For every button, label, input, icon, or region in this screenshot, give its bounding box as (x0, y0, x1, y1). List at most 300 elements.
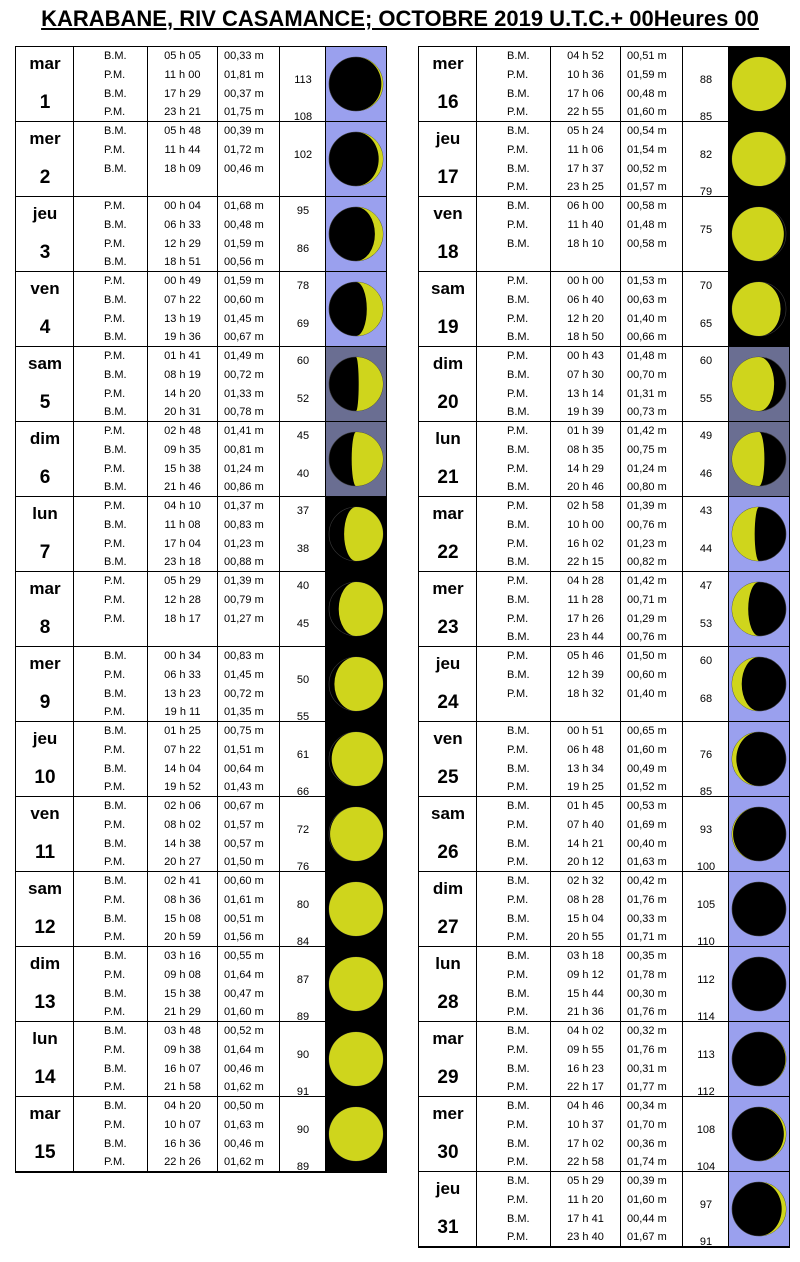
coefficient-cell (683, 722, 729, 799)
day-name-cell (419, 497, 477, 571)
moon-phase-cell (326, 197, 386, 271)
tide-height: 01,45 m (224, 312, 264, 325)
day-name-cell (419, 872, 477, 946)
tide-type: P.M. (507, 856, 529, 869)
tide-time: 21 h 29 (164, 1006, 201, 1019)
tide-height: 01,24 m (627, 462, 667, 475)
day-row (419, 872, 789, 947)
tide-time: 12 h 39 (567, 668, 604, 681)
tide-time: 10 h 36 (567, 68, 604, 81)
tide-coefficient: 85 (699, 786, 713, 799)
moon-phase-cell (326, 272, 386, 346)
tide-time: 06 h 33 (164, 218, 201, 231)
tide-type: P.M. (104, 743, 126, 756)
weekday-label: jeu (32, 729, 58, 748)
tide-type-cell (74, 497, 148, 571)
moon-lit-part (344, 507, 383, 561)
tide-height: 01,33 m (224, 387, 264, 400)
moon-phase-icon (729, 122, 789, 196)
tide-time: 08 h 36 (164, 893, 201, 906)
tide-coefficient: 40 (296, 467, 310, 480)
tide-coefficient: 104 (696, 1161, 716, 1174)
tide-height: 00,37 m (224, 87, 264, 100)
tide-type: B.M. (104, 762, 127, 775)
tide-type: P.M. (104, 312, 126, 325)
tide-time: 08 h 02 (164, 818, 201, 831)
tide-coefficient: 68 (699, 692, 713, 705)
moon-phase-cell (729, 1172, 789, 1246)
tide-height: 00,71 m (627, 593, 667, 606)
tide-type-cell (74, 872, 148, 946)
weekday-label: mer (29, 129, 61, 148)
day-row (16, 572, 386, 647)
tide-height: 01,57 m (627, 181, 667, 194)
coefficient-cell (683, 647, 729, 721)
moon-phase-icon (326, 1097, 386, 1171)
weekday-label: lun (32, 504, 58, 523)
tide-type-cell (477, 497, 551, 571)
tide-height: 01,49 m (224, 350, 264, 362)
moon-phase-icon (326, 497, 386, 571)
tide-time-cell (148, 947, 218, 1021)
moon-phase-icon (729, 1172, 789, 1246)
tide-height: 01,40 m (627, 312, 667, 325)
tide-height-cell (218, 422, 280, 496)
tide-type: P.M. (104, 1043, 126, 1056)
moon-phase-cell (729, 647, 789, 721)
tide-height: 01,48 m (627, 350, 667, 362)
moon-phase-icon (729, 572, 789, 646)
tide-type: P.M. (507, 218, 529, 231)
day-name-cell (419, 197, 477, 271)
tide-height: 00,51 m (627, 50, 667, 62)
tide-time: 09 h 12 (567, 968, 604, 981)
weekday-label: dim (29, 429, 61, 448)
tide-type: P.M. (104, 275, 126, 287)
tide-type: P.M. (104, 893, 126, 906)
moon-phase-cell (729, 1097, 789, 1171)
day-number: 6 (39, 467, 51, 488)
tide-height: 00,72 m (224, 368, 264, 381)
day-number: 8 (39, 617, 51, 638)
day-number: 14 (34, 1067, 56, 1088)
tide-type-cell (477, 347, 551, 421)
tide-type: B.M. (104, 406, 127, 419)
day-number: 22 (437, 542, 459, 563)
tide-height: 01,63 m (224, 1118, 264, 1131)
tide-height: 01,60 m (224, 1006, 264, 1019)
tide-coefficient: 97 (699, 1198, 713, 1211)
tide-height: 01,77 m (627, 1081, 667, 1094)
weekday-label: dim (29, 954, 61, 973)
tide-coefficient: 49 (699, 430, 713, 442)
tide-height: 00,48 m (627, 87, 667, 100)
tide-coefficient: 95 (296, 205, 310, 217)
tide-time: 15 h 04 (567, 912, 604, 925)
tide-type-cell (74, 947, 148, 1021)
coefficient-cell (683, 122, 729, 199)
tide-type: P.M. (507, 968, 529, 981)
weekday-label: mar (432, 504, 464, 523)
tide-height: 00,67 m (224, 331, 264, 344)
tide-height-cell (218, 347, 280, 421)
tide-coefficient: 88 (699, 73, 713, 86)
tide-type: P.M. (104, 856, 126, 869)
tide-height-cell (218, 947, 280, 1021)
weekday-label: mar (432, 1029, 464, 1048)
tide-height-cell (621, 272, 683, 346)
tide-time: 09 h 55 (567, 1043, 604, 1056)
tide-type-cell (477, 47, 551, 121)
tide-time: 11 h 40 (567, 218, 604, 231)
tide-height: 00,32 m (627, 1025, 667, 1037)
tide-time: 21 h 36 (567, 1006, 604, 1019)
tide-height: 01,52 m (627, 781, 667, 794)
tide-height: 00,51 m (224, 912, 264, 925)
tide-type: P.M. (104, 1006, 126, 1019)
day-name-cell (16, 347, 74, 421)
tide-height-cell (621, 122, 683, 196)
moon-phase-cell (326, 872, 386, 946)
tide-coefficient: 108 (293, 111, 313, 124)
tide-height: 01,51 m (224, 743, 264, 756)
tide-height: 01,43 m (224, 781, 264, 794)
moon-phase-icon (729, 197, 789, 271)
tide-time: 07 h 22 (164, 293, 201, 306)
day-number: 26 (437, 842, 459, 863)
tide-time: 01 h 39 (567, 425, 604, 437)
moon-disc (732, 882, 786, 936)
tide-time: 12 h 20 (567, 312, 604, 325)
tide-type: B.M. (507, 1212, 530, 1225)
tide-height: 00,56 m (224, 256, 264, 269)
moon-phase-cell (729, 872, 789, 946)
day-row (419, 947, 789, 1022)
tide-time: 07 h 40 (567, 818, 604, 831)
tide-type: B.M. (104, 87, 127, 100)
tide-time: 04 h 52 (567, 50, 604, 62)
tide-height: 00,39 m (224, 125, 264, 137)
tide-time: 01 h 45 (567, 800, 604, 812)
day-row (419, 1022, 789, 1097)
weekday-label: ven (433, 204, 463, 223)
tide-height: 00,46 m (224, 1137, 264, 1150)
moon-lit-part (352, 432, 383, 486)
moon-phase-icon (326, 797, 386, 871)
coefficient-cell (683, 572, 729, 646)
weekday-label: ven (30, 279, 60, 298)
tide-type: P.M. (507, 1043, 529, 1056)
coefficient-cell (280, 122, 326, 196)
tide-height: 01,27 m (224, 612, 264, 625)
tide-height: 00,79 m (224, 593, 264, 606)
day-row (16, 347, 386, 422)
tide-type-cell (74, 197, 148, 271)
day-number: 13 (34, 992, 56, 1013)
tide-type: B.M. (507, 668, 530, 681)
tide-height-cell (218, 572, 280, 646)
day-row (419, 272, 789, 347)
moon-phase-cell (729, 497, 789, 571)
tide-time-cell (148, 122, 218, 196)
day-name-cell (16, 947, 74, 1021)
tide-coefficient: 87 (296, 973, 310, 986)
tide-height-cell (218, 797, 280, 871)
tide-time-cell (551, 722, 621, 796)
moon-phase-cell (729, 47, 789, 121)
tide-time-cell (148, 347, 218, 421)
day-name-cell (16, 497, 74, 571)
tide-time: 20 h 55 (567, 931, 604, 944)
moon-phase-icon (326, 347, 386, 421)
coefficient-cell (280, 347, 326, 421)
tide-type: P.M. (507, 575, 529, 587)
tide-time: 18 h 32 (567, 687, 604, 700)
tide-time: 02 h 06 (164, 800, 201, 812)
tide-time-cell (551, 1172, 621, 1246)
tide-time: 10 h 37 (567, 1118, 604, 1131)
tide-coefficient: 86 (296, 242, 310, 255)
tide-type: B.M. (104, 293, 127, 306)
day-name-cell (419, 347, 477, 421)
day-name-cell (16, 572, 74, 646)
tide-height: 01,60 m (627, 106, 667, 119)
tide-height: 01,42 m (627, 575, 667, 587)
tide-time: 16 h 23 (567, 1062, 604, 1075)
moon-phase-cell (729, 347, 789, 421)
tide-height-cell (218, 1022, 280, 1096)
weekday-label: lun (32, 1029, 58, 1048)
tide-time: 16 h 02 (567, 537, 604, 550)
tide-time: 06 h 00 (567, 200, 604, 212)
moon-phase-cell (326, 1022, 386, 1096)
tide-type-cell (477, 947, 551, 1021)
coefficient-cell (683, 1172, 729, 1249)
tide-height: 01,56 m (224, 931, 264, 944)
day-name-cell (16, 272, 74, 346)
tide-time: 23 h 18 (164, 556, 201, 569)
tide-coefficient: 89 (296, 1011, 310, 1024)
tide-coefficient: 43 (699, 505, 713, 517)
moon-disc (732, 957, 786, 1011)
tide-type: B.M. (507, 1025, 530, 1037)
tide-type: B.M. (104, 50, 127, 62)
tide-time: 17 h 04 (164, 537, 201, 550)
day-number: 29 (437, 1067, 459, 1088)
tide-type: B.M. (507, 912, 530, 925)
day-number: 30 (437, 1142, 459, 1163)
tide-time: 03 h 16 (164, 950, 201, 962)
tide-coefficient: 112 (697, 973, 715, 986)
tide-height: 01,62 m (224, 1156, 264, 1169)
tide-coefficient: 72 (296, 823, 310, 836)
tide-time: 15 h 08 (164, 912, 201, 925)
tide-coefficient: 45 (296, 430, 310, 442)
tide-type: P.M. (104, 387, 126, 400)
tide-time-cell (148, 272, 218, 346)
tide-type-cell (477, 1022, 551, 1096)
tide-height: 00,66 m (627, 331, 667, 344)
tide-coefficient: 91 (296, 1086, 310, 1099)
tide-height: 00,63 m (627, 293, 667, 306)
tide-height-cell (218, 497, 280, 571)
tide-type-cell (477, 797, 551, 871)
tide-time: 12 h 28 (164, 593, 201, 606)
weekday-label: mar (29, 579, 61, 598)
moon-phase-icon (729, 722, 789, 796)
weekday-label: sam (27, 879, 63, 898)
tide-height: 00,76 m (627, 631, 667, 644)
tide-time: 14 h 38 (164, 837, 201, 850)
tide-type: B.M. (507, 87, 530, 100)
tide-type: B.M. (104, 162, 127, 175)
tide-type: P.M. (104, 1081, 126, 1094)
tide-time: 04 h 02 (567, 1025, 604, 1037)
tide-coefficient: 85 (699, 111, 713, 124)
tide-type: P.M. (507, 650, 529, 662)
tide-type: B.M. (507, 200, 530, 212)
day-row (16, 947, 386, 1022)
tide-time: 14 h 20 (164, 387, 201, 400)
tide-height: 00,30 m (627, 987, 667, 1000)
tide-type-cell (74, 647, 148, 721)
moon-phase-icon (326, 722, 386, 796)
tide-height: 01,41 m (224, 425, 264, 437)
tide-time: 15 h 44 (567, 987, 604, 1000)
tide-type: B.M. (104, 1062, 127, 1075)
tide-time-cell (148, 572, 218, 646)
tide-type: B.M. (104, 125, 127, 137)
tide-type: P.M. (104, 143, 126, 156)
tide-time-cell (551, 797, 621, 871)
table-right-column (418, 46, 790, 1248)
moon-lit-part (732, 432, 764, 486)
tide-type: B.M. (507, 875, 530, 887)
tide-time: 11 h 08 (164, 518, 201, 531)
tide-time: 01 h 41 (164, 350, 201, 362)
day-row (16, 722, 386, 797)
day-name-cell (16, 197, 74, 271)
day-name-cell (16, 647, 74, 721)
coefficient-cell (280, 422, 326, 496)
tide-height: 00,34 m (627, 1100, 667, 1112)
moon-phase-icon (326, 197, 386, 271)
tide-type: P.M. (507, 537, 529, 550)
tide-height: 00,33 m (627, 912, 667, 925)
tide-type: B.M. (104, 950, 127, 962)
tide-type: P.M. (104, 1156, 126, 1169)
tide-height: 00,40 m (627, 837, 667, 850)
coefficient-cell (683, 47, 729, 124)
day-row (419, 347, 789, 422)
tide-time: 04 h 46 (567, 1100, 604, 1112)
tide-coefficient: 65 (699, 317, 713, 330)
day-name-cell (419, 1022, 477, 1096)
tide-height: 01,74 m (627, 1156, 667, 1169)
tide-time: 22 h 26 (164, 1156, 201, 1169)
day-row (419, 197, 789, 272)
tide-time: 02 h 32 (567, 875, 604, 887)
tide-coefficient: 47 (699, 580, 713, 592)
tide-height: 00,58 m (627, 237, 667, 250)
tide-coefficient: 90 (296, 1123, 310, 1136)
tide-time-cell (148, 47, 218, 121)
tide-type: B.M. (507, 556, 530, 569)
tide-height-cell (621, 1097, 683, 1171)
day-name-cell (419, 122, 477, 196)
moon-phase-icon (729, 272, 789, 346)
tide-height: 01,50 m (627, 650, 667, 662)
tide-type: P.M. (507, 1156, 529, 1169)
tide-type-cell (74, 47, 148, 121)
tide-height: 00,44 m (627, 1212, 667, 1225)
tide-type: P.M. (104, 425, 126, 437)
tide-height: 00,75 m (627, 443, 667, 456)
weekday-label: lun (435, 429, 461, 448)
day-name-cell (16, 1097, 74, 1171)
tide-height: 01,60 m (627, 743, 667, 756)
day-row (16, 797, 386, 872)
day-row (419, 497, 789, 572)
moon-lit-part (732, 57, 786, 111)
moon-phase-icon (326, 947, 386, 1021)
tide-time: 14 h 29 (567, 462, 604, 475)
day-number: 3 (39, 242, 51, 263)
tide-time: 07 h 22 (164, 743, 201, 756)
tide-type: P.M. (104, 931, 126, 944)
moon-phase-cell (326, 572, 386, 646)
tide-time-cell (148, 872, 218, 946)
weekday-label: jeu (435, 1179, 461, 1198)
tide-time: 23 h 21 (164, 106, 201, 119)
tide-type: P.M. (104, 575, 126, 587)
tide-time-cell (551, 47, 621, 121)
tide-type: B.M. (507, 987, 530, 1000)
tide-type: B.M. (507, 1062, 530, 1075)
coefficient-cell (683, 197, 729, 271)
tide-height: 01,50 m (224, 856, 264, 869)
moon-phase-icon (729, 497, 789, 571)
tide-type: P.M. (507, 1118, 529, 1131)
tide-height-cell (218, 647, 280, 721)
tide-height: 00,55 m (224, 950, 264, 962)
tide-coefficient: 105 (696, 898, 716, 911)
moon-phase-cell (326, 647, 386, 721)
day-number: 2 (39, 167, 51, 188)
tide-type: P.M. (104, 200, 126, 212)
tide-height: 01,71 m (627, 931, 667, 944)
moon-lit-part (329, 882, 383, 936)
tide-time: 17 h 29 (164, 87, 201, 100)
tide-time: 15 h 38 (164, 462, 201, 475)
tide-time: 17 h 26 (567, 612, 604, 625)
tide-height: 01,24 m (224, 462, 264, 475)
tide-time: 10 h 00 (567, 518, 604, 531)
tide-time: 19 h 11 (164, 706, 201, 719)
tide-height-cell (621, 422, 683, 496)
tide-time-cell (551, 872, 621, 946)
tide-height: 00,60 m (224, 293, 264, 306)
coefficient-cell (280, 1097, 326, 1174)
moon-phase-icon (729, 347, 789, 421)
tide-type: B.M. (507, 1100, 530, 1112)
tide-time: 15 h 38 (164, 987, 201, 1000)
tide-time: 03 h 18 (567, 950, 604, 962)
tide-time: 11 h 06 (567, 143, 604, 156)
moon-phase-cell (729, 797, 789, 871)
tide-height: 01,57 m (224, 818, 264, 831)
coefficient-cell (683, 497, 729, 571)
